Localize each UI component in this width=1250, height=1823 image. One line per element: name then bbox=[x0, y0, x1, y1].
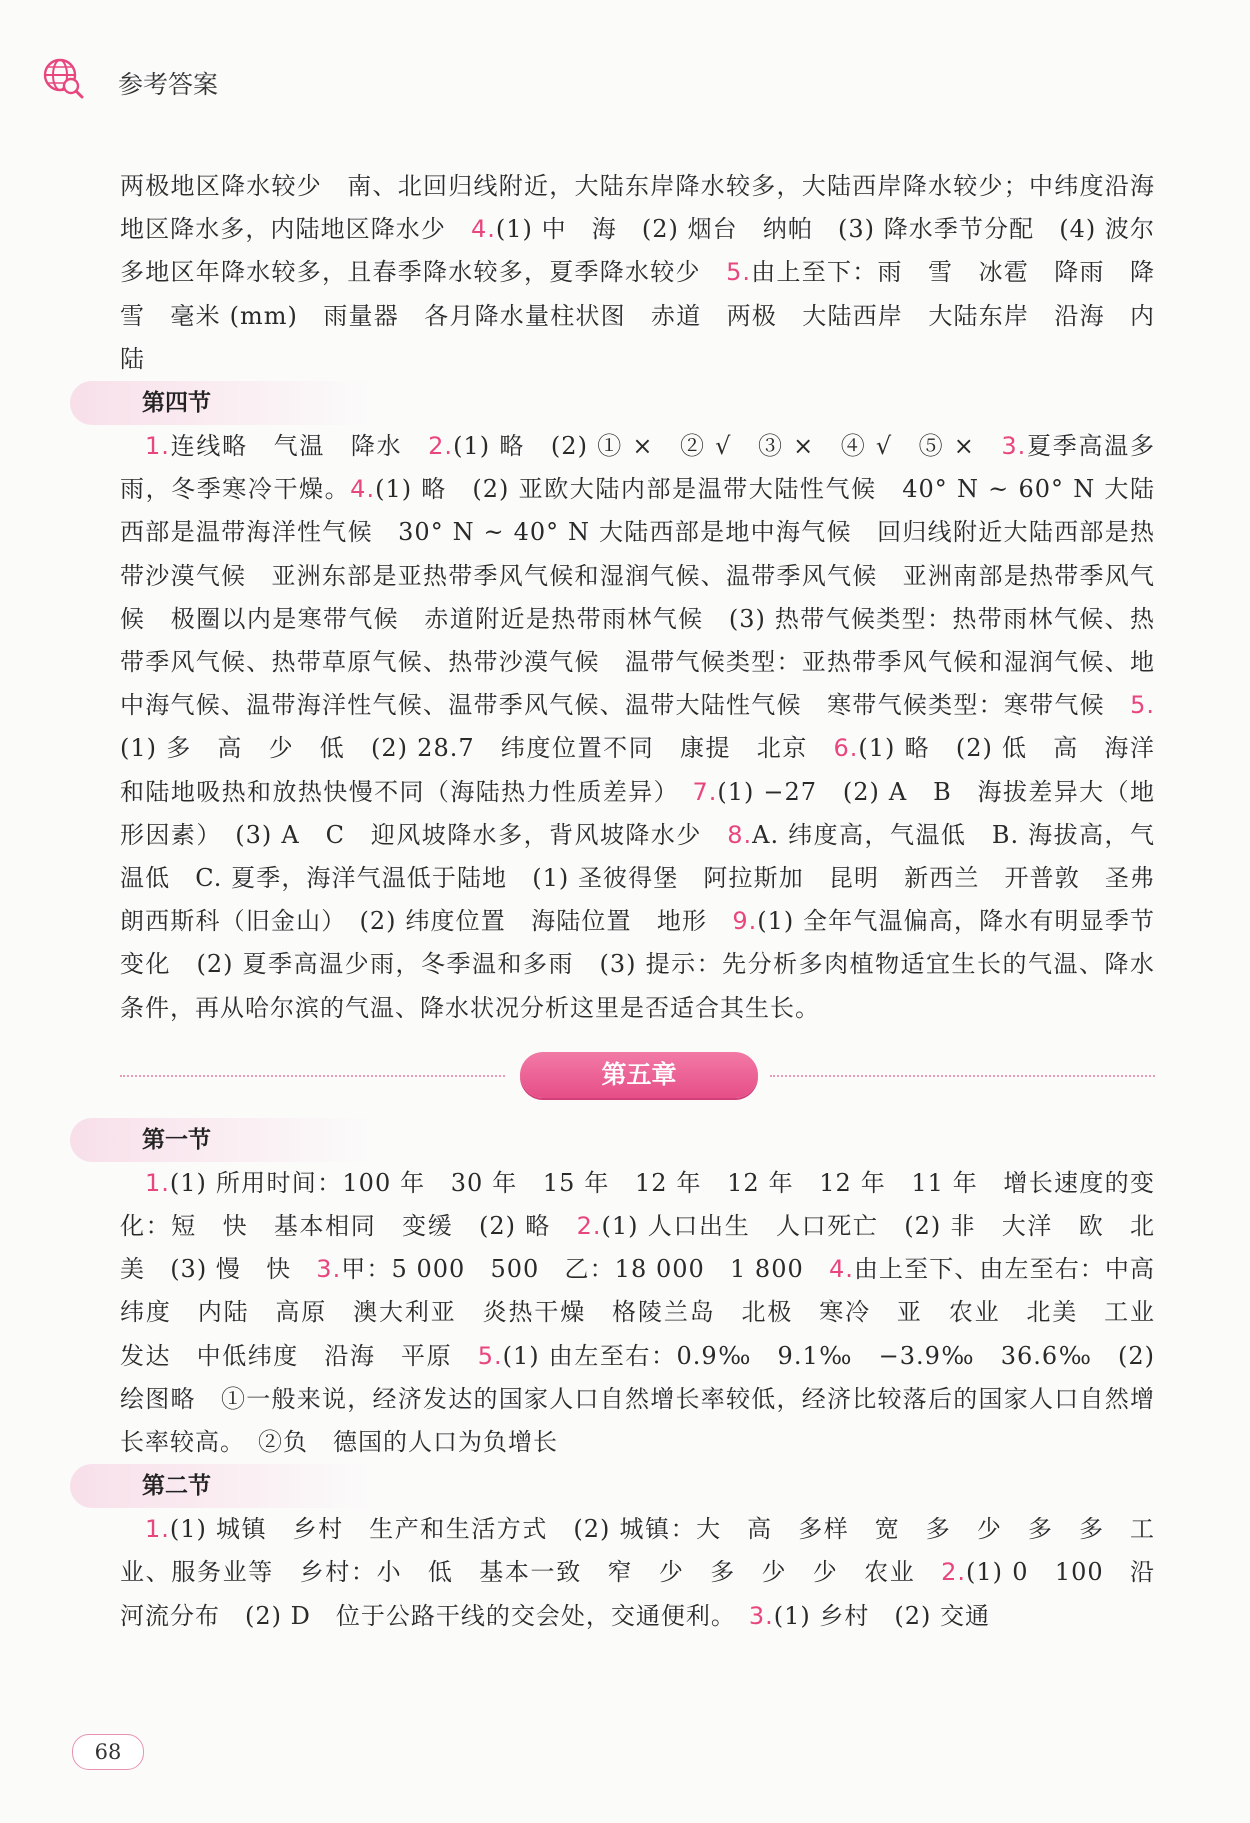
answer-paragraph: 1.(1) 所用时间：100 年 30 年 15 年 12 年 12 年 12 年 11 年 增长速度的变化：短 快 基本相同 变缓 (2) 略 2.(1) 人口出生 人口死亡 (2) 非 大洋 欧 北美 (3) 慢 快 3.甲：5 000 500 乙：18 000 1 800 4.由上至下、由左至右：中高纬度 内陆 高原 澳大利亚 炎热干燥 格陵兰岛 北极 寒冷 亚 农业 北美 工业 发达 中低纬度 沿海 平原 5.(1) 由左至右：0.9‰ 9.1‰ −3.9‰ 36.6‰ (2) 绘图略 ①一般来说，经济发达的国家人口自然增长率较低，经济比较落后的国家人口自然增长率较高。 ②负 德国的人口为负增长 bbox=[120, 1168, 1180, 1457]
dotted-divider bbox=[120, 1075, 505, 1077]
section-heading: 第二节 bbox=[70, 1464, 500, 1508]
answer-paragraph: 1.(1) 城镇 乡村 生产和生活方式 (2) 城镇：大 高 多样 宽 多 少 多 多 工业、服务业等 乡村：小 低 基本一致 窄 少 多 少 少 农业 2.(1) 0 100 沿河流分布 (2) D 位于公路干线的交会处，交通便利。 3.(1) 乡村 (2) 交通 bbox=[120, 1515, 1155, 1630]
section-heading: 第一节 bbox=[70, 1118, 500, 1162]
chapter-divider bbox=[120, 1052, 1155, 1100]
globe-search-icon bbox=[40, 55, 86, 101]
page-number: 68 bbox=[72, 1734, 144, 1770]
dotted-divider bbox=[770, 1075, 1155, 1077]
page-title: 参考答案 bbox=[118, 70, 219, 99]
chapter-title: 第五章 bbox=[520, 1052, 758, 1098]
answer-content bbox=[120, 165, 1180, 1638]
answer-paragraph: 1.连线略 气温 降水 2.(1) 略 (2) ① × ② √ ③ × ④ √ ⑤ × 3.夏季高温多雨，冬季寒冷干燥。4.(1) 略 (2) 亚欧大陆内部是温带大陆性气候 40° N ~ 60° N 大陆西部是温带海洋性气候 30° N ~ 40° N 大陆西部是地中海气候 回归线附近大陆西部是热带沙漠气候 亚洲东部是亚热带季风气候和湿润气候、温带季风气候 亚洲南部是热带季风气候 极圈以内是寒带气候 赤道附近是热带雨林气候 (3) 热带气候类型：热带雨林气候、热带季风气候、热带草原气候、热带沙漠气候 温带气候类型：亚热带季风气候和湿润气候、地中海气候、温带海洋性气候、温带季风气候、温带大陆性气候 寒带气候类型：寒带气候 5.(1) 多 高 少 低 (2) 28.7 纬度位置不同 康提 北京 6.(1) 略 (2) 低 高 海洋和陆地吸热和放热快慢不同（海陆热力性质差异） 7.(1) −27 (2) A B 海拔差异大（地形因素） (3) A C 迎风坡降水多，背风坡降水少 8.A. 纬度高，气温低 B. 海拔高，气温低 C. 夏季，海洋气温低于陆地 (1) 圣彼得堡 阿拉斯加 昆明 新西兰 开普敦 圣弗朗西斯科（旧金山） (2) 纬度位置 海陆位置 地形 9.(1) 全年气温偏高，降水有明显季节变化 (2) 夏季高温少雨，冬季温和多雨 (3) 提示：先分析多肉植物适宜生长的气温、降水条件，再从哈尔滨的气温、降水状况分析这里是否适合其生长。 bbox=[120, 432, 1156, 1022]
section-heading: 第四节 bbox=[70, 381, 500, 425]
page-header bbox=[40, 55, 1210, 105]
answer-paragraph: 两极地区降水较少 南、北回归线附近，大陆东岸降水较多，大陆西岸降水较少；中纬度沿海地区降水多，内陆地区降水少 4.(1) 中 海 (2) 烟台 纳帕 (3) 降水季节分配 (4) 波尔多地区年降水较多，且春季降水较多，夏季降水较少 5.由上至下：雨 雪 冰雹 降雨 降雪 毫米 (mm) 雨量器 各月降水量柱状图 赤道 两极 大陆西岸 大陆东岸 沿海 内陆 bbox=[120, 172, 1156, 373]
